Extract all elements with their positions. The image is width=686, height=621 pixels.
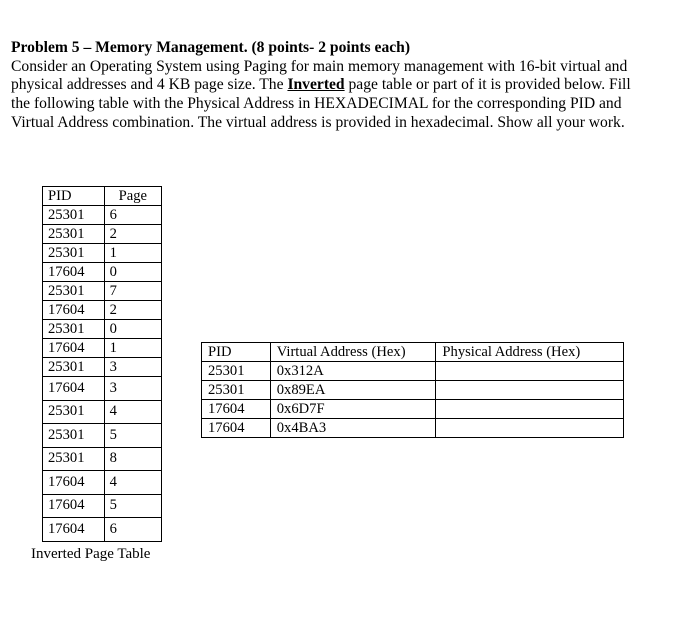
lookup-pid-cell: 17604 (202, 400, 271, 419)
inverted-row (43, 282, 162, 301)
inverted-row (43, 244, 162, 263)
inverted-page-cell: 1 (104, 339, 161, 358)
inverted-table-caption: Inverted Page Table (31, 546, 151, 562)
inverted-row (43, 320, 162, 339)
inverted-page-cell: 5 (104, 494, 161, 518)
inverted-page-cell: 3 (104, 358, 161, 377)
inverted-pid-cell: 17604 (43, 263, 105, 282)
lookup-physical-cell[interactable] (436, 400, 624, 419)
inverted-pid-cell: 17604 (43, 339, 105, 358)
inverted-row (43, 263, 162, 282)
problem-body (11, 58, 651, 133)
inverted-pid-cell: 25301 (43, 206, 105, 225)
inverted-header-pid: PID (43, 187, 105, 206)
lookup-row (202, 362, 624, 381)
problem-statement (11, 39, 651, 133)
inverted-page-cell: 6 (104, 518, 161, 542)
inverted-page-cell: 0 (104, 263, 161, 282)
lookup-row (202, 419, 624, 438)
inverted-row (43, 301, 162, 320)
inverted-pid-cell: 25301 (43, 320, 105, 339)
inverted-page-cell: 3 (104, 377, 161, 401)
inverted-pid-cell: 25301 (43, 400, 105, 424)
inverted-row (43, 377, 162, 401)
lookup-virtual-cell: 0x89EA (270, 381, 436, 400)
inverted-page-cell: 4 (104, 400, 161, 424)
inverted-row (43, 424, 162, 448)
inverted-pid-cell: 25301 (43, 225, 105, 244)
inverted-row (43, 225, 162, 244)
lookup-pid-cell: 25301 (202, 362, 271, 381)
lookup-pid-cell: 25301 (202, 381, 271, 400)
lookup-row (202, 381, 624, 400)
lookup-header-virtual: Virtual Address (Hex) (270, 343, 436, 362)
lookup-physical-cell[interactable] (436, 381, 624, 400)
lookup-physical-cell[interactable] (436, 362, 624, 381)
inverted-row (43, 339, 162, 358)
inverted-pid-cell: 17604 (43, 301, 105, 320)
inverted-pid-cell: 25301 (43, 358, 105, 377)
lookup-physical-cell[interactable] (436, 419, 624, 438)
inverted-pid-cell: 17604 (43, 471, 105, 495)
inverted-pid-cell: 25301 (43, 282, 105, 301)
inverted-emphasis: Inverted (287, 76, 345, 94)
problem-title: Problem 5 – Memory Management. (8 points- 2 points each) (11, 39, 411, 56)
lookup-virtual-cell: 0x312A (270, 362, 436, 381)
inverted-page-cell: 7 (104, 282, 161, 301)
inverted-page-cell: 0 (104, 320, 161, 339)
address-lookup-table (201, 342, 624, 438)
inverted-row (43, 206, 162, 225)
lookup-pid-cell: 17604 (202, 419, 271, 438)
inverted-pid-cell: 17604 (43, 518, 105, 542)
inverted-page-cell: 6 (104, 206, 161, 225)
lookup-header-pid: PID (202, 343, 271, 362)
inverted-header-row (43, 187, 162, 206)
lookup-header-physical: Physical Address (Hex) (436, 343, 624, 362)
inverted-row (43, 400, 162, 424)
lookup-virtual-cell: 0x4BA3 (270, 419, 436, 438)
inverted-pid-cell: 25301 (43, 447, 105, 471)
inverted-page-cell: 1 (104, 244, 161, 263)
lookup-header-row (202, 343, 624, 362)
inverted-pid-cell: 25301 (43, 424, 105, 448)
inverted-row (43, 494, 162, 518)
inverted-row (43, 518, 162, 542)
problem-text-before: Consider an Operating System using Paging for main memory management with 16-bit virtual and physical addresses and 4 KB page size. The (11, 57, 628, 94)
lookup-row (202, 400, 624, 419)
lookup-virtual-cell: 0x6D7F (270, 400, 436, 419)
problem-text-after: page table or part of it is provided below. Fill the following table with the Physical Address in HEXADECIMAL for the corresponding PID and Virtual Address combination. The virtual address is provided in hexadecimal. Show all your work. (11, 76, 631, 131)
inverted-row (43, 358, 162, 377)
inverted-row (43, 447, 162, 471)
inverted-header-page: Page (104, 187, 161, 206)
inverted-pid-cell: 25301 (43, 244, 105, 263)
inverted-page-cell: 8 (104, 447, 161, 471)
inverted-page-cell: 2 (104, 225, 161, 244)
inverted-pid-cell: 17604 (43, 377, 105, 401)
inverted-page-cell: 2 (104, 301, 161, 320)
inverted-pid-cell: 17604 (43, 494, 105, 518)
inverted-page-table (42, 186, 162, 542)
inverted-page-cell: 5 (104, 424, 161, 448)
inverted-page-cell: 4 (104, 471, 161, 495)
inverted-row (43, 471, 162, 495)
